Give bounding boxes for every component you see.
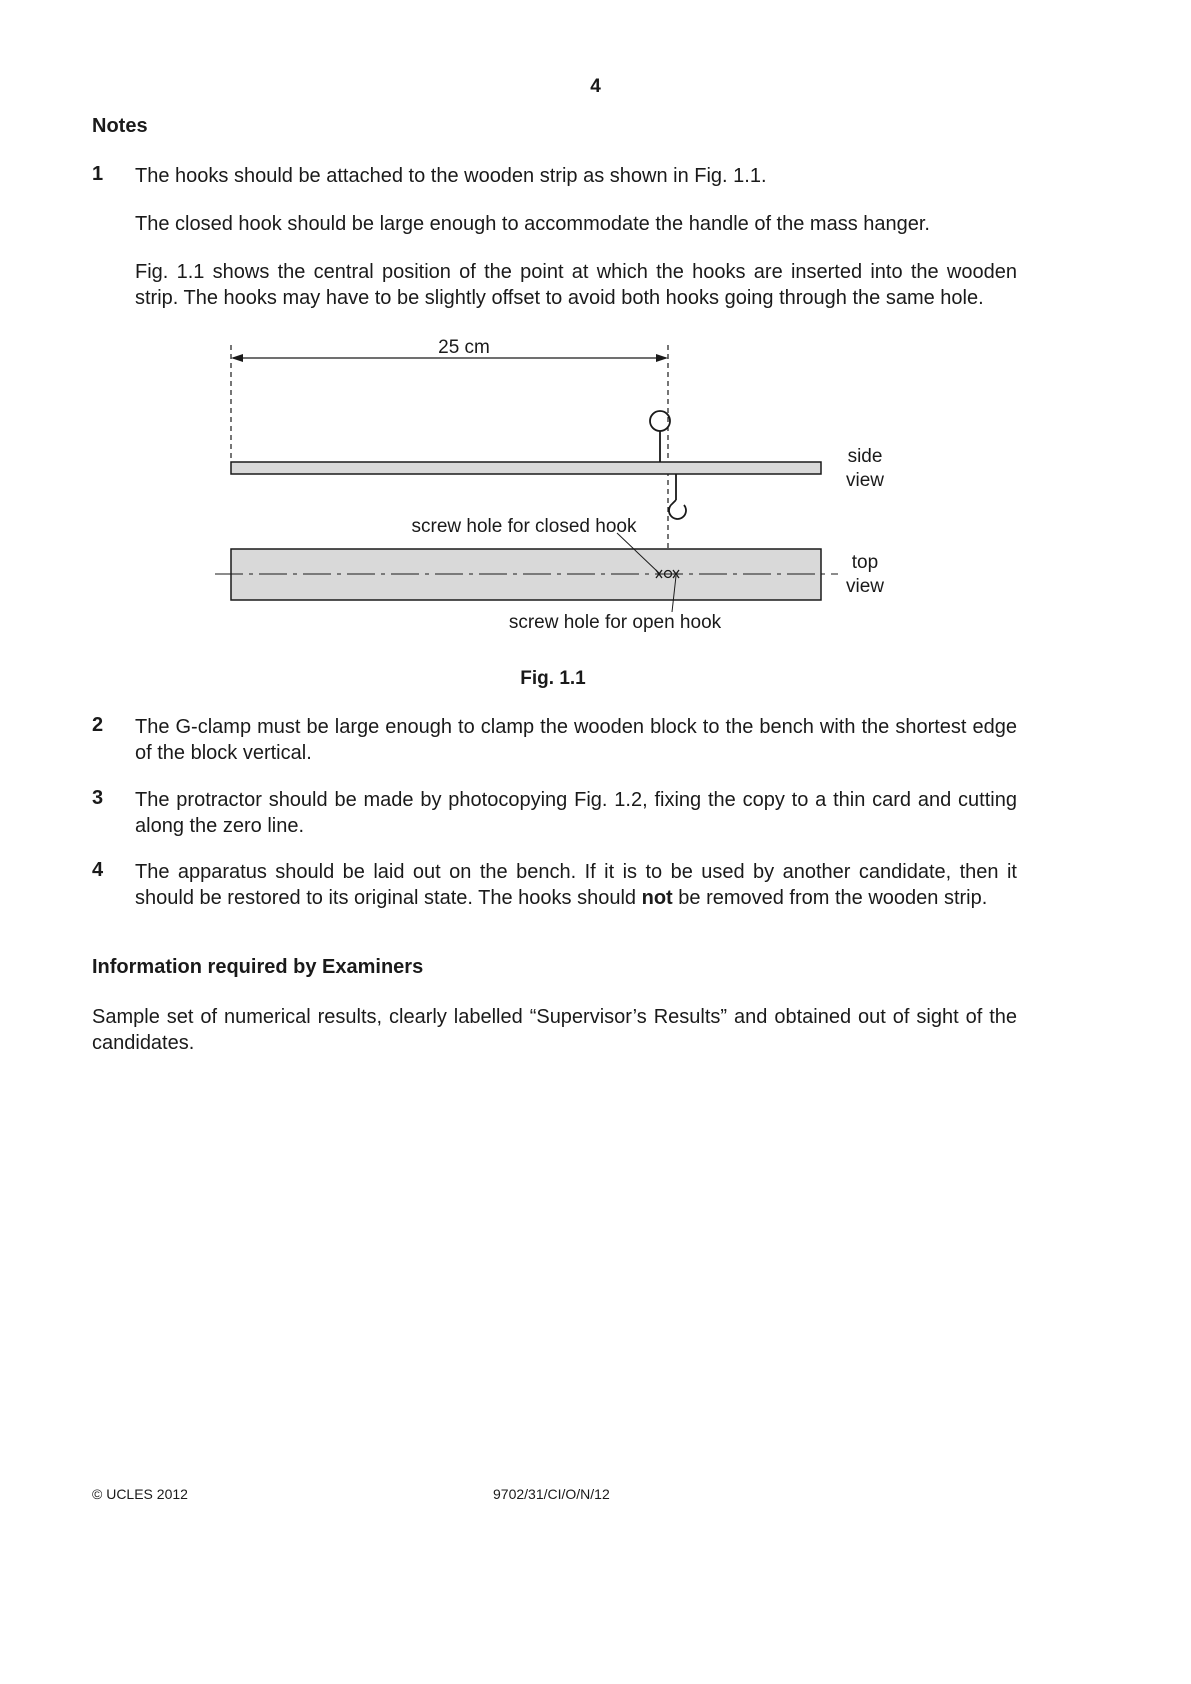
closed-hole-label: screw hole for closed hook [411, 516, 637, 537]
arrowhead-left [231, 354, 243, 362]
item-1-number: 1 [92, 163, 104, 185]
side-label-1: side [847, 446, 883, 467]
emphasis-not: not [641, 887, 673, 909]
item-1-paragraph-2: The closed hook should be large enough to accommodate the handle of the mass hanger. [135, 213, 930, 235]
item-3-text: The protractor should be made by photocopying Fig. 1.2, fixing the copy to a thin card and cutting along the zero line. [135, 789, 1017, 837]
footer-copyright: © UCLES 2012 [92, 1486, 188, 1502]
item-4-number: 4 [92, 859, 104, 881]
side-view-strip [231, 462, 821, 474]
open-hook-icon [669, 500, 686, 519]
notes-heading: Notes [92, 115, 148, 137]
arrowhead-right [656, 354, 668, 362]
item-3-number: 3 [92, 787, 104, 809]
item-1-paragraph-3: Fig. 1.1 shows the central position of the point at which the hooks are inserted into the wooden strip. The hooks may have to be slightly offset to avoid both hooks going through the same hole. [135, 261, 1017, 309]
fig-1-1-diagram [0, 330, 1191, 700]
item-2-number: 2 [92, 714, 104, 736]
top-label-1: top [851, 552, 879, 573]
item-2-text: The G-clamp must be large enough to clamp the wooden block to the bench with the shortest edge of the block vertical. [135, 716, 1017, 764]
page-number: 4 [590, 76, 601, 97]
footer-code: 9702/31/CI/O/N/12 [493, 1486, 610, 1502]
figure-caption: Fig. 1.1 [520, 668, 586, 689]
side-label-2: view [845, 470, 885, 491]
top-label-2: view [845, 576, 885, 597]
closed-hook-icon [650, 411, 670, 431]
info-heading: Information required by Examiners [92, 956, 424, 978]
item-4-text: The apparatus should be laid out on the bench. If it is to be used by another candidate, then it should be restored to its original state. The hooks should not be removed from the wooden strip. [135, 861, 1017, 909]
item-1-paragraph-1: The hooks should be attached to the wooden strip as shown in Fig. 1.1. [135, 165, 767, 187]
open-hole-label: screw hole for open hook [508, 612, 722, 633]
dimension-label: 25 cm [438, 337, 490, 358]
info-text: Sample set of numerical results, clearly labelled “Supervisor’s Results” and obtained out of sight of the candidates. [92, 1006, 1017, 1054]
